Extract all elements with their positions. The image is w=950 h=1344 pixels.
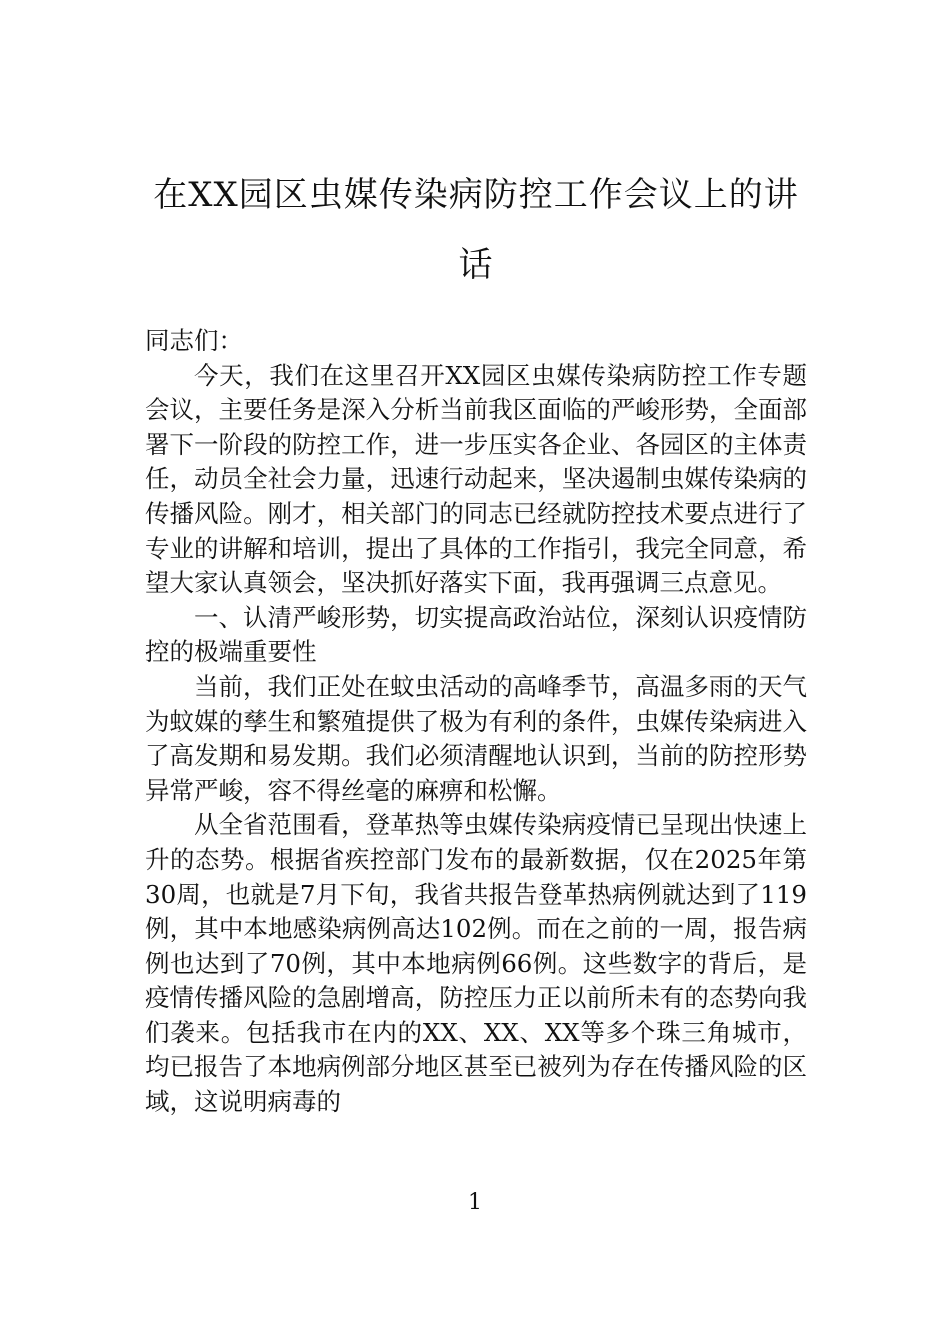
paragraph-statistics: 从全省范围看，登革热等虫媒传染病疫情已呈现出快速上升的态势。根据省疾控部门发布的最新数据，仅在2025年第30周，也就是7月下旬，我省共报告登革热病例就达到了119例，其中本地感染病例高达102例。而在之前的一周，报告病例也达到了70例，其中本地病例66例。这些数字的背后，是疫情传播风险的急剧增高，防控压力正以前所未有的态势向我们袭来。包括我市在内的XX、XX、XX等多个珠三角城市，均已报告了本地病例部分地区甚至已被列为存在传播风险的区域，这说明病毒的 <box>145 810 807 1117</box>
document-title: 在XX园区虫媒传染病防控工作会议上的讲话 <box>153 175 799 285</box>
section-heading-1: 一、认清严峻形势，切实提高政治站位，深刻认识疫情防控的极端重要性 <box>145 602 807 667</box>
salutation: 同志们： <box>145 326 243 355</box>
paragraph-intro: 今天，我们在这里召开XX园区虫媒传染病防控工作专题会议，主要任务是深入分析当前我区面临的严峻形势，全面部署下一阶段的防控工作，进一步压实各企业、各园区的主体责任，动员全社会力量，迅速行动起来，坚决遏制虫媒传染病的传播风险。刚才，相关部门的同志已经就防控技术要点进行了专业的讲解和培训，提出了具体的工作指引，我完全同意，希望大家认真领会，坚决抓好落实下面，我再强调三点意见。 <box>145 360 807 598</box>
document-body <box>145 324 807 1120</box>
page-number: 1 <box>468 1190 482 1215</box>
paragraph-situation: 当前，我们正处在蚊虫活动的高峰季节，高温多雨的天气为蚊媒的孳生和繁殖提供了极为有利的条件，虫媒传染病进入了高发期和易发期。我们必须清醒地认识到，当前的防控形势异常严峻，容不得丝毫的麻痹和松懈。 <box>145 671 807 805</box>
document-page <box>145 160 807 1120</box>
